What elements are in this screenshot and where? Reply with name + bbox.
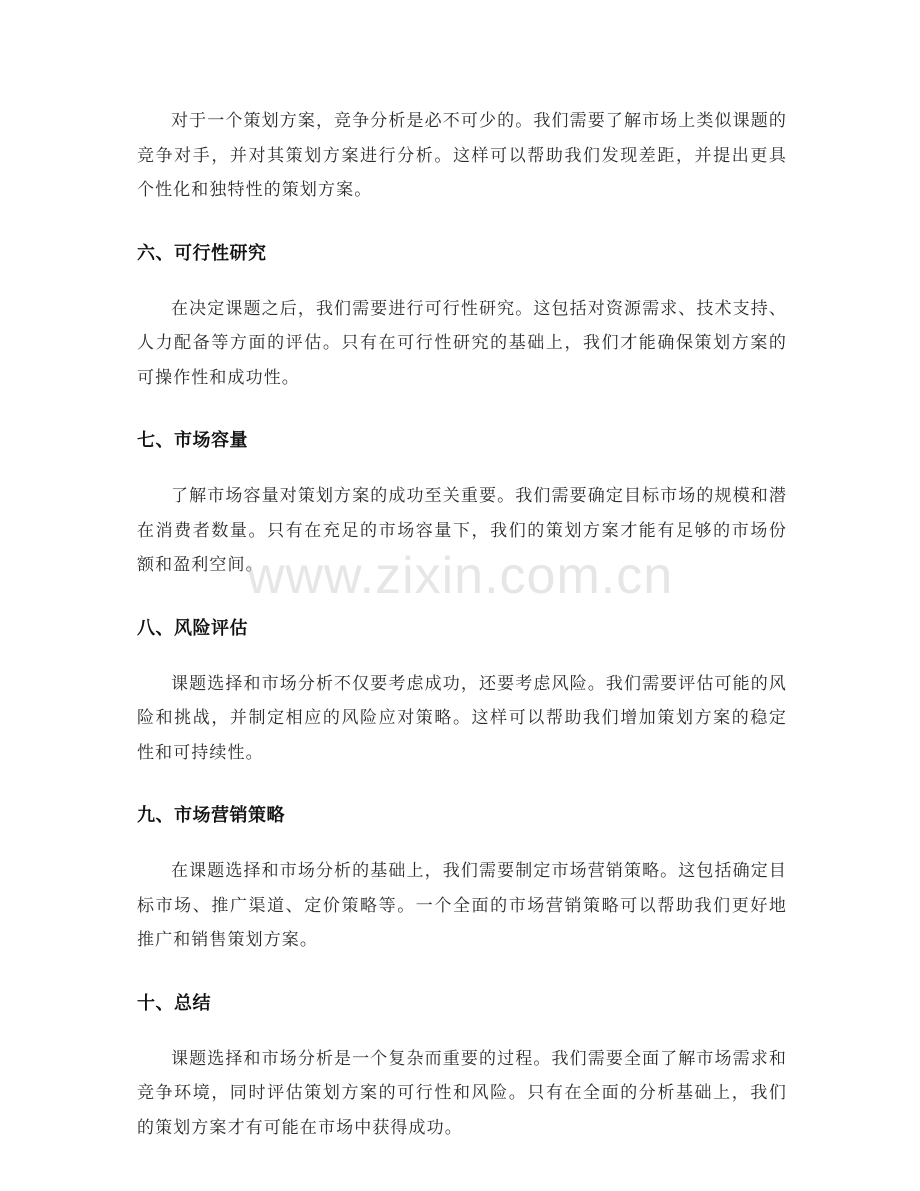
section-paragraph: 课题选择和市场分析是一个复杂而重要的过程。我们需要全面了解市场需求和竞争环境，同时评估策划方案的可行性和风险。只有在全面的分析基础上，我们的策划方案才有可能在市场中获得成功。 <box>137 1048 787 1138</box>
section-heading: 十、总结 <box>137 992 211 1014</box>
section-heading: 八、风险评估 <box>137 617 248 639</box>
section-heading: 九、市场营销策略 <box>137 805 285 826</box>
intro-paragraph: 对于一个策划方案，竞争分析是必不可少的。我们需要了解市场上类似课题的竞争对手，并对其策划方案进行分析。这样可以帮助我们发现差距，并提出更具个性化和独特性的策划方案。 <box>137 111 787 200</box>
section-marketing-strategy <box>137 803 787 958</box>
section-paragraph: 在决定课题之后，我们需要进行可行性研究。这包括对资源需求、技术支持、人力配备等方面的评估。只有在可行性研究的基础上，我们才能确保策划方案的可操作性和成功性。 <box>137 298 787 388</box>
section-market-capacity <box>137 428 787 583</box>
section-summary <box>137 991 787 1146</box>
document-body <box>137 104 787 1145</box>
section-risk-assessment <box>137 616 787 771</box>
section-paragraph: 课题选择和市场分析不仅要考虑成功，还要考虑风险。我们需要评估可能的风险和挑战，并制定相应的风险应对策略。这样可以帮助我们增加策划方案的稳定性和可持续性。 <box>137 673 787 763</box>
section-paragraph: 了解市场容量对策划方案的成功至关重要。我们需要确定目标市场的规模和潜在消费者数量。只有在充足的市场容量下，我们的策划方案才能有足够的市场份额和盈利空间。 <box>137 486 787 575</box>
watermark-text: www.zixin.com.cn <box>246 547 674 605</box>
section-paragraph: 在课题选择和市场分析的基础上，我们需要制定市场营销策略。这包括确定目标市场、推广渠道、定价策略等。一个全面的市场营销策略可以帮助我们更好地推广和销售策划方案。 <box>137 861 787 950</box>
section-feasibility <box>137 241 787 396</box>
section-heading: 六、可行性研究 <box>137 242 267 264</box>
section-heading: 七、市场容量 <box>137 430 248 451</box>
